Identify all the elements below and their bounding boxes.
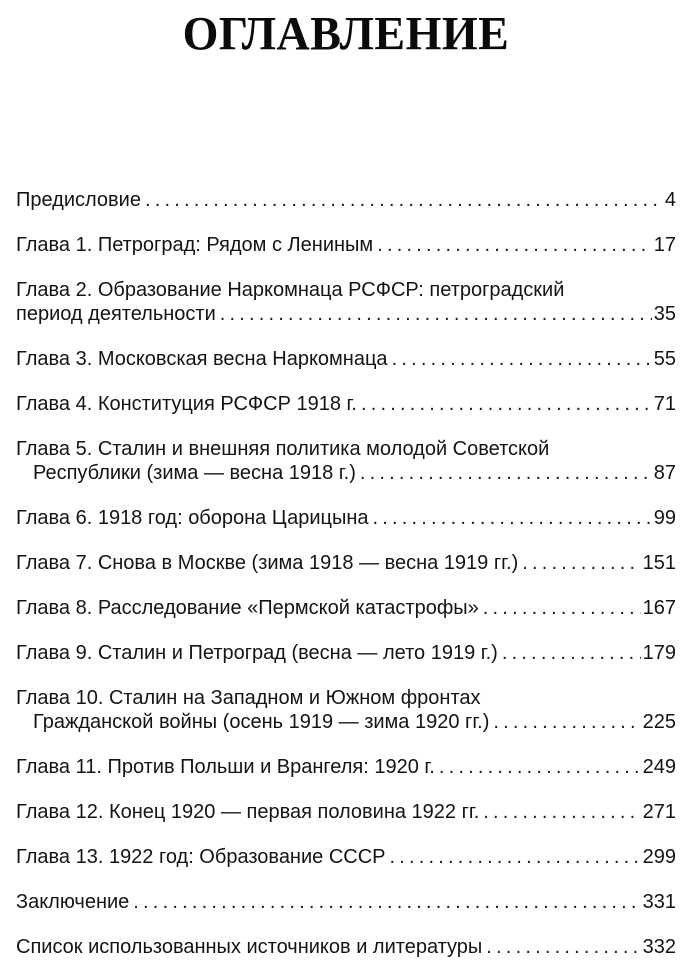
toc-entry-chapter-2 bbox=[16, 278, 676, 326]
toc-entry-chapter-12 bbox=[16, 800, 676, 824]
entry-page-number: 99 bbox=[653, 506, 676, 529]
entry-title-line1: Глава 5. Сталин и внешняя политика молодой Советской bbox=[16, 437, 550, 460]
entry-title: Глава 3. Московская весна Наркомнаца bbox=[16, 347, 388, 370]
entry-title: Глава 11. Против Польши и Врангеля: 1920 г. bbox=[16, 755, 435, 778]
dot-leader bbox=[479, 596, 641, 620]
toc-entry-chapter-3 bbox=[16, 347, 676, 371]
toc-entry-chapter-6 bbox=[16, 506, 676, 530]
entry-title-line1: Глава 10. Сталин на Западном и Южном фронтах bbox=[16, 686, 481, 709]
toc-entry-conclusion bbox=[16, 890, 676, 914]
dot-leader bbox=[141, 188, 663, 212]
entry-page-number: 225 bbox=[642, 710, 676, 733]
entry-page-number: 17 bbox=[653, 233, 676, 256]
dot-leader bbox=[369, 506, 652, 530]
toc-entry-chapter-5 bbox=[16, 437, 676, 485]
entry-title: Глава 12. Конец 1920 — первая половина 1922 гг. bbox=[16, 800, 480, 823]
dot-leader bbox=[518, 551, 640, 575]
dot-leader bbox=[388, 347, 652, 371]
dot-leader bbox=[216, 302, 652, 326]
toc-entry-chapter-4 bbox=[16, 392, 676, 416]
entry-page-number: 55 bbox=[653, 347, 676, 370]
toc-entry-preface bbox=[16, 188, 676, 212]
entry-title: Глава 8. Расследование «Пермской катастрофы» bbox=[16, 596, 479, 619]
dot-leader bbox=[356, 461, 652, 485]
dot-leader bbox=[489, 710, 640, 734]
entry-title: Глава 9. Сталин и Петроград (весна — лето 1919 г.) bbox=[16, 641, 498, 664]
dot-leader bbox=[482, 935, 640, 959]
entry-page-number: 299 bbox=[642, 845, 676, 868]
entry-page-number: 4 bbox=[664, 188, 676, 211]
dot-leader bbox=[373, 233, 652, 257]
entry-title-line1: Глава 2. Образование Наркомнаца РСФСР: петроградский bbox=[16, 278, 565, 301]
dot-leader bbox=[129, 890, 640, 914]
toc-list bbox=[16, 188, 676, 959]
entry-page-number: 179 bbox=[642, 641, 676, 664]
dot-leader bbox=[479, 800, 640, 824]
entry-title: Глава 13. 1922 год: Образование СССР bbox=[16, 845, 386, 868]
toc-entry-chapter-1 bbox=[16, 233, 676, 257]
entry-title: Глава 7. Снова в Москве (зима 1918 — весна 1919 гг.) bbox=[16, 551, 519, 574]
dot-leader bbox=[357, 392, 652, 416]
entry-page-number: 167 bbox=[642, 596, 676, 619]
entry-title: Глава 6. 1918 год: оборона Царицына bbox=[16, 506, 369, 529]
entry-title-line2: Гражданской войны (осень 1919 — зима 1920 гг.) bbox=[33, 710, 490, 733]
entry-page-number: 71 bbox=[653, 392, 676, 415]
entry-title: Глава 4. Конституция РСФСР 1918 г. bbox=[16, 392, 357, 415]
entry-title-line2: Республики (зима — весна 1918 г.) bbox=[33, 461, 356, 484]
entry-page-number: 331 bbox=[642, 890, 676, 913]
toc-entry-chapter-9 bbox=[16, 641, 676, 665]
entry-page-number: 249 bbox=[642, 755, 676, 778]
entry-page-number: 332 bbox=[642, 935, 676, 958]
entry-title: Глава 1. Петроград: Рядом с Лениным bbox=[16, 233, 374, 256]
toc-entry-chapter-7 bbox=[16, 551, 676, 575]
page-title: ОГЛАВЛЕНИЕ bbox=[182, 6, 510, 61]
dot-leader bbox=[386, 845, 641, 869]
toc-entry-bibliography bbox=[16, 935, 676, 959]
toc-entry-chapter-11 bbox=[16, 755, 676, 779]
entry-title-line2: период деятельности bbox=[16, 302, 216, 325]
entry-page-number: 87 bbox=[653, 461, 676, 484]
entry-title: Заключение bbox=[16, 890, 130, 913]
dot-leader bbox=[498, 641, 641, 665]
entry-title: Предисловие bbox=[16, 188, 141, 211]
dot-leader bbox=[435, 755, 641, 779]
entry-page-number: 271 bbox=[642, 800, 676, 823]
toc-entry-chapter-10 bbox=[16, 686, 676, 734]
entry-page-number: 151 bbox=[642, 551, 676, 574]
entry-page-number: 35 bbox=[653, 302, 676, 325]
toc-entry-chapter-8 bbox=[16, 596, 676, 620]
toc-entry-chapter-13 bbox=[16, 845, 676, 869]
entry-title: Список использованных источников и литературы bbox=[16, 935, 483, 958]
